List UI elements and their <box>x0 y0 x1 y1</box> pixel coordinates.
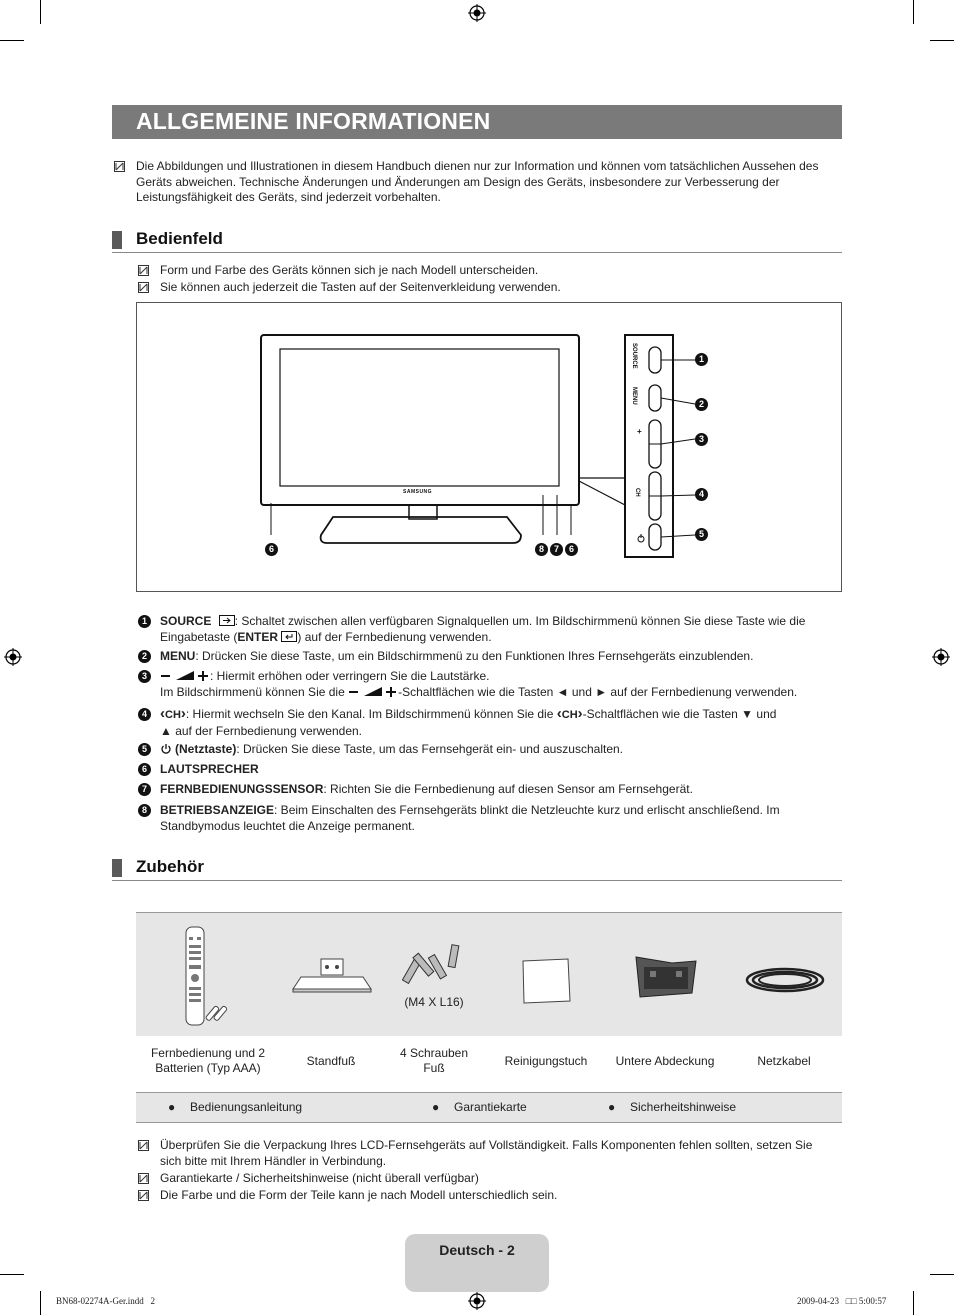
registration-mark-icon <box>468 4 486 22</box>
bullet-icon: ● <box>608 1100 616 1114</box>
list-number: 6 <box>138 763 151 776</box>
accessories-table <box>136 912 842 1122</box>
document-item: Bedienungsanleitung <box>190 1100 303 1114</box>
remote-control-icon <box>178 923 238 1027</box>
print-file-name: BN68-02274A-Ger.indd 2 <box>56 1296 155 1306</box>
document-item: Sicherheitshinweise <box>630 1100 737 1114</box>
list-item-speaker: LAUTSPRECHER <box>160 762 259 776</box>
page-number: Deutsch - 2 <box>439 1242 515 1258</box>
screws-icon <box>402 941 466 989</box>
chevron-left-icon: ‹ <box>556 705 562 722</box>
bullet-icon: ● <box>432 1100 440 1114</box>
zubehoer-note-3: Die Farbe und die Form der Teile kann je nach Modell unterschiedlich sein. <box>160 1188 558 1202</box>
section-heading-zubehoer <box>112 857 512 879</box>
crop-mark <box>40 0 41 24</box>
intro-note: Die Abbildungen und Illustrationen in diesem Handbuch dienen nur zur Information und können vom tatsächlichen Aussehen des Geräts abweichen. Technische Änderungen und Änderungen am Design des Geräts, insbesondere zur Verbesserung der Leistungsfähigkeit des Geräts, sind jederzeit vorbehalten. <box>136 159 819 204</box>
source-icon <box>219 615 235 626</box>
screw-spec: (M4 X L16) <box>404 995 464 1009</box>
callout-4: 4 <box>695 488 708 501</box>
accessory-label: Standfuß <box>306 1054 356 1068</box>
crop-mark <box>913 1291 914 1315</box>
accessory-label: 4 Schrauben Fuß <box>399 1046 469 1075</box>
stand-icon <box>291 957 375 997</box>
page-title: ALLGEMEINE INFORMATIONEN <box>136 108 491 134</box>
section-rule <box>112 252 842 253</box>
included-documents-row <box>136 1092 842 1123</box>
tv-front-illustration <box>137 303 841 591</box>
accessory-images-row <box>136 912 842 1037</box>
power-cord-icon <box>742 963 828 997</box>
note-icon <box>138 265 149 276</box>
list-item-sensor: FERNBEDIENUNGSSENSOR: Richten Sie die Fernbedienung auf diesen Sensor am Fernsehgerät. <box>160 782 693 796</box>
bedienfeld-note-2: Sie können auch jederzeit die Tasten auf der Seitenverkleidung verwenden. <box>160 280 561 294</box>
section-title: Bedienfeld <box>136 229 223 248</box>
page-number-tab <box>405 1234 549 1292</box>
list-item-volume: : Hiermit erhöhen oder verringern Sie die Lautstärke. Im Bildschirmmenü können Sie die -Schaltflächen wie die Tasten ◄ und ► auf der Fernbedienung verwenden. <box>160 669 798 699</box>
panel-label-source: SOURCE <box>631 343 637 369</box>
accessory-label: Reinigungstuch <box>504 1054 588 1068</box>
crop-mark <box>930 40 954 41</box>
bottom-cover-icon <box>632 953 700 1003</box>
callout-1: 1 <box>695 353 708 366</box>
callout-2: 2 <box>695 398 708 411</box>
panel-label-ch: CH <box>634 488 640 497</box>
list-number: 7 <box>138 783 151 796</box>
section-marker <box>112 859 122 877</box>
accessory-label: Fernbedienung und 2 Batterien (Typ AAA) <box>150 1046 266 1075</box>
crop-mark <box>0 1274 24 1275</box>
registration-mark-icon <box>932 648 950 666</box>
crop-mark <box>0 40 24 41</box>
chevron-right-icon: › <box>577 705 583 722</box>
list-item-power: (Netztaste): Drücken Sie diese Taste, um das Fernsehgerät ein- und auszuschalten. <box>160 742 840 758</box>
crop-mark <box>40 1291 41 1315</box>
callout-3: 3 <box>695 433 708 446</box>
zubehoer-note-1: Überprüfen Sie die Verpackung Ihres LCD-Fernsehgeräts auf Vollständigkeit. Falls Komponenten fehlen sollten, setzen Sie sich bitte mit Ihrem Händler in Verbindung. <box>160 1138 813 1168</box>
list-item-menu: MENU: Drücken Sie diese Taste, um ein Bildschirmmenü zu den Funktionen Ihres Fernsehgeräts einzublenden. <box>160 649 754 663</box>
list-item-source: SOURCE : Schaltet zwischen allen verfügbaren Signalquellen um. Im Bildschirmmenü können Sie diese Taste wie die Eingabetaste (ENTER ) auf der Fernbedienung verwenden. <box>160 614 806 644</box>
document-item: Garantiekarte <box>454 1100 527 1114</box>
power-icon <box>160 743 172 755</box>
chevron-left-icon: ‹ <box>160 705 165 722</box>
accessory-label: Netzkabel <box>757 1054 811 1068</box>
print-timestamp: 2009-04-23 □□ 5:00:57 <box>797 1296 887 1306</box>
list-item-channel: ‹CH›: Hiermit wechseln Sie den Kanal. Im Bildschirmmenü können Sie die ‹CH›-Schaltflächen wie die Tasten ▼ und ▲ auf der Fernbedienung verwenden. <box>160 705 777 738</box>
callout-7: 7 <box>550 543 563 556</box>
accessory-labels-row <box>136 1036 842 1092</box>
zubehoer-note-2: Garantiekarte / Sicherheitshinweise (nicht überall verfügbar) <box>160 1171 479 1185</box>
section-marker <box>112 231 122 249</box>
list-number: 5 <box>138 743 151 756</box>
bedienfeld-note-1: Form und Farbe des Geräts können sich je nach Modell unterscheiden. <box>160 263 539 277</box>
callout-5: 5 <box>695 528 708 541</box>
volume-icon <box>160 670 210 681</box>
cloth-icon <box>520 957 572 1005</box>
callout-6-left: 6 <box>265 543 278 556</box>
callout-8: 8 <box>535 543 548 556</box>
note-icon <box>138 282 149 293</box>
note-icon <box>138 1173 149 1184</box>
callout-6-right: 6 <box>565 543 578 556</box>
registration-mark-icon <box>4 648 22 666</box>
list-number: 4 <box>138 708 151 721</box>
bullet-icon: ● <box>168 1100 176 1114</box>
tv-brand-logo: SAMSUNG <box>403 489 433 495</box>
note-icon <box>138 1190 149 1201</box>
panel-label-menu: MENU <box>631 387 637 405</box>
list-item-indicator: BETRIEBSANZEIGE: Beim Einschalten des Fernsehgeräts blinkt die Netzleuchte kurz und erlischt anschließend. Im Standbymodus leuchtet die Anzeige permanent. <box>160 803 780 833</box>
enter-icon <box>281 631 297 642</box>
page-title-bar <box>112 105 842 139</box>
list-number: 8 <box>138 804 151 817</box>
list-number: 1 <box>138 615 151 628</box>
crop-mark <box>930 1274 954 1275</box>
registration-mark-icon <box>468 1292 486 1310</box>
note-icon <box>114 161 125 172</box>
list-number: 2 <box>138 650 151 663</box>
crop-mark <box>913 0 914 24</box>
section-title: Zubehör <box>136 857 204 876</box>
panel-label-volume: + <box>637 427 642 436</box>
section-rule <box>112 880 842 881</box>
control-panel-diagram <box>136 302 842 592</box>
note-icon <box>138 1140 149 1151</box>
chevron-right-icon: › <box>180 705 186 722</box>
list-number: 3 <box>138 670 151 683</box>
accessory-label: Untere Abdeckung <box>615 1054 715 1068</box>
volume-icon <box>348 686 398 697</box>
section-heading-bedienfeld <box>112 229 512 251</box>
